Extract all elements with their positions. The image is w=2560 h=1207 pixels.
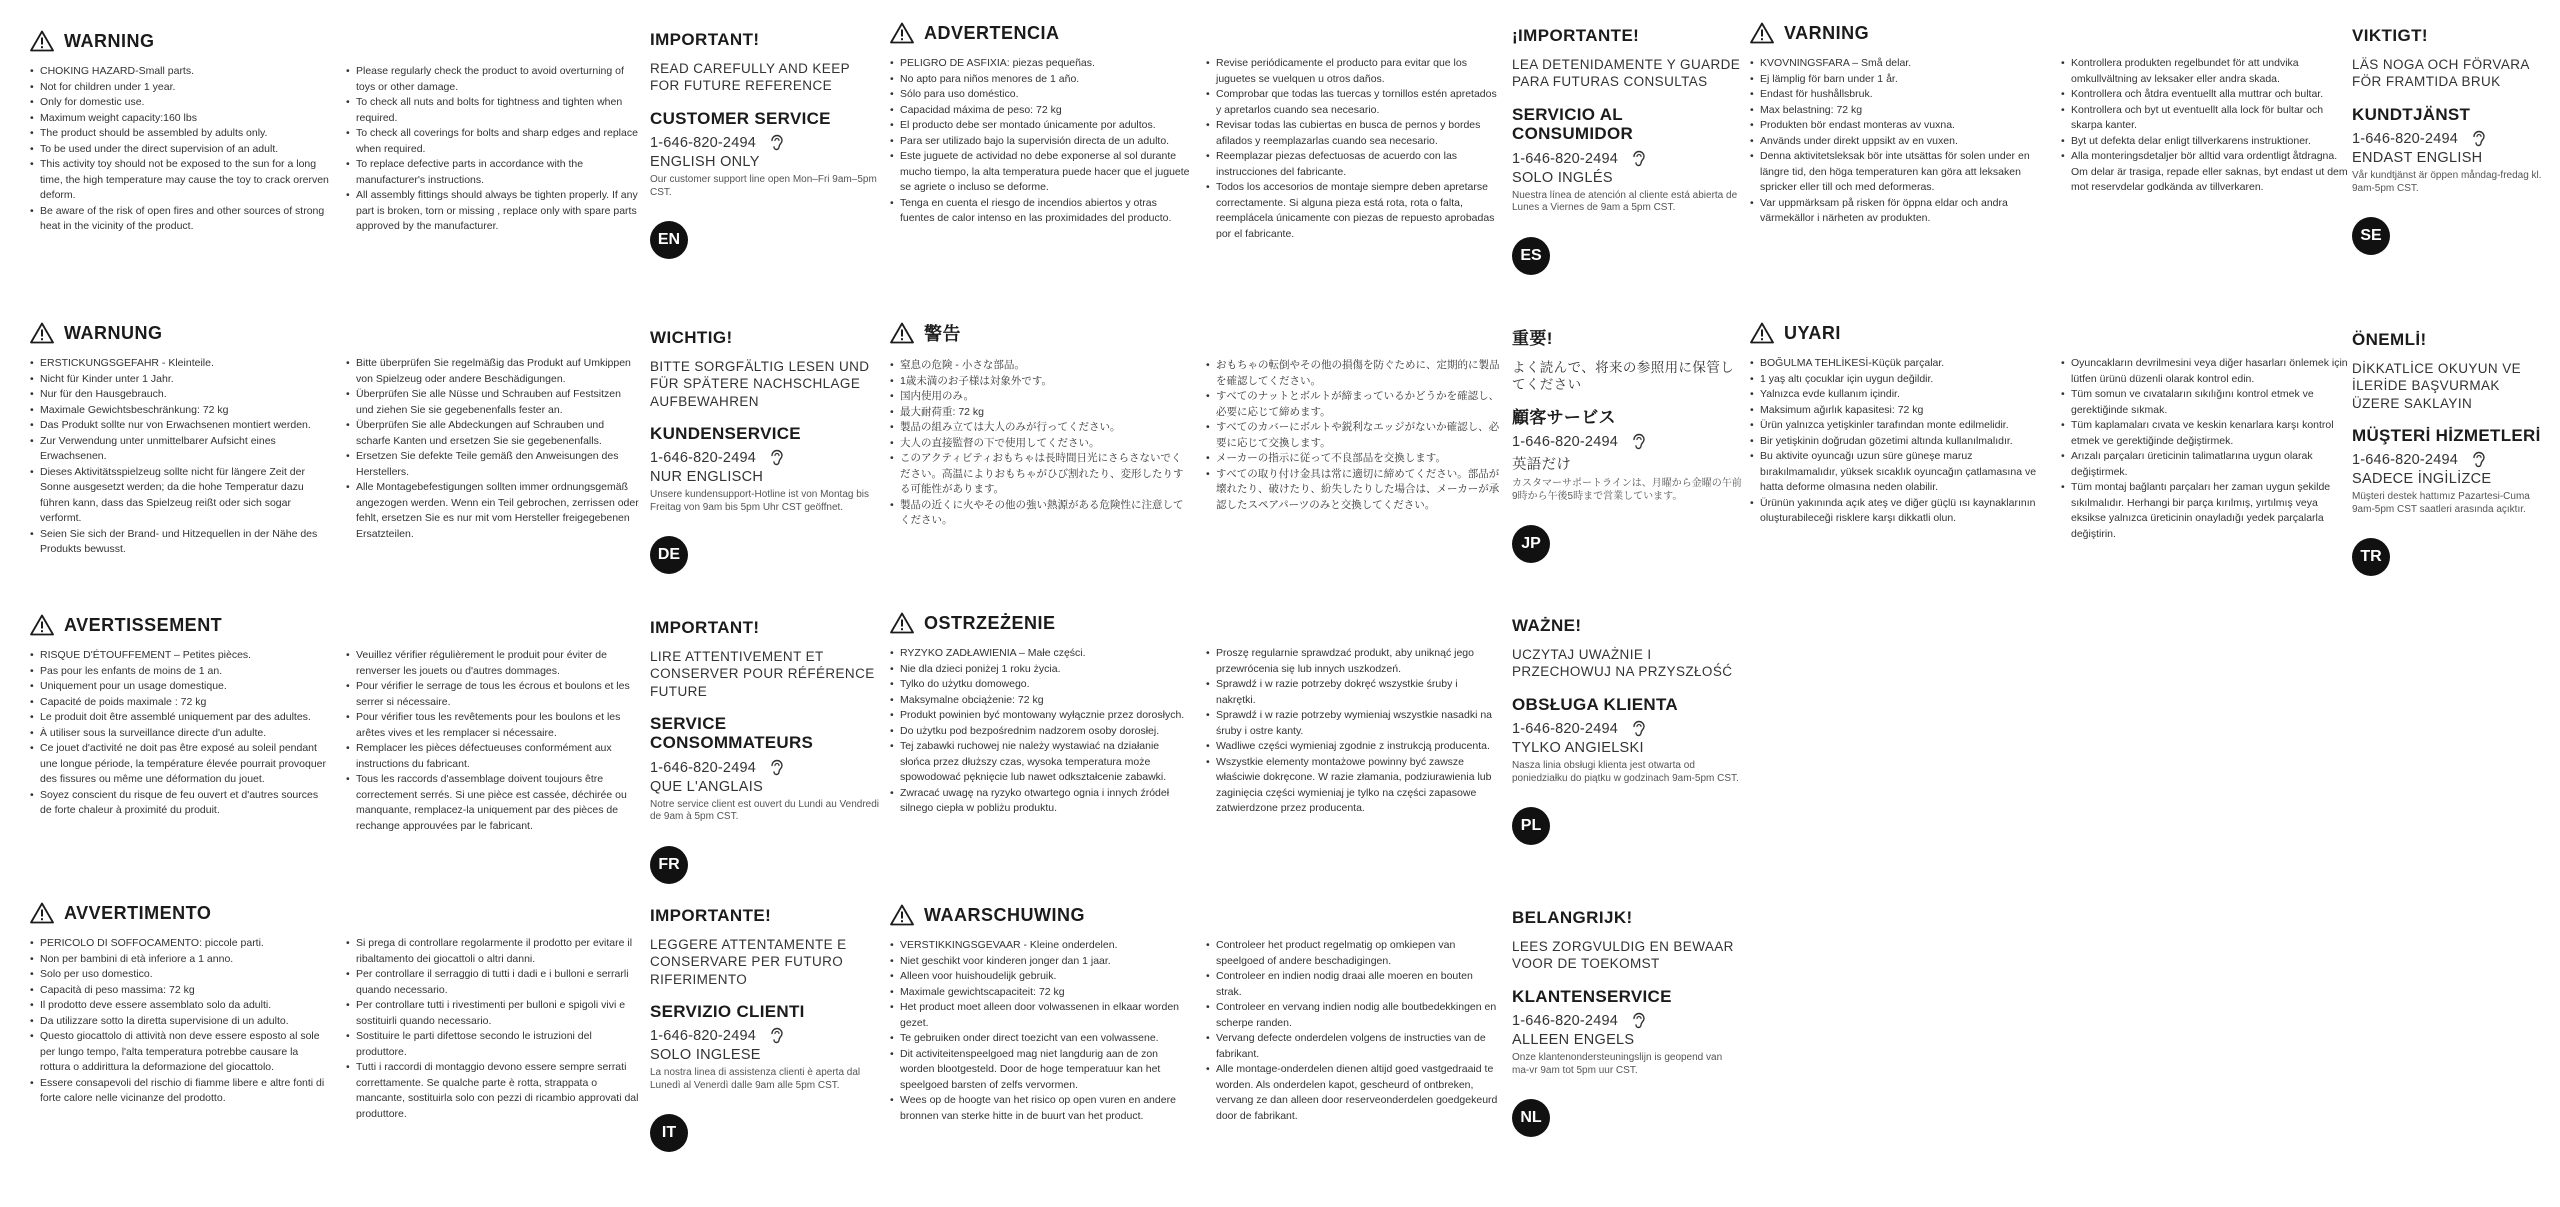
read-instruction: よく読んで、将来の参照用に保管してください [1512, 360, 1735, 393]
warning-item: • Yalnızca evde kullanım içindir. [1750, 387, 2045, 403]
warning-item: • Tej zabawki ruchowej nie należy wystawiać na działanie słońca przez dłuższy czas, wysoka temperatura może spowodować pęknięcie lub nawet odkształcenie zabawki. [890, 739, 1190, 786]
warning-item: • Maximale gewichtscapaciteit: 72 kg [890, 985, 1190, 1001]
care-item: • Tüm somun ve cıvataların sıkılığını kontrol etmek ve gerektiğinde sıkmak. [2061, 387, 2350, 418]
warning-title: ADVERTENCIA [924, 22, 1060, 43]
care-item: • Per controllare tutti i rivestimenti per bulloni e spigoli vivi e sostituirli quando necessario. [346, 998, 640, 1029]
warning-title: VARNING [1784, 22, 1870, 43]
warning-item: • Niet geschikt voor kinderen jonger dan 1 jaar. [890, 954, 1190, 970]
language-note: SOLO INGLÉS [1512, 169, 1613, 186]
section-tr-info [2352, 330, 2550, 576]
language-note: 英語だけ [1512, 457, 1572, 474]
customer-service-title: SERVICIO AL CONSUMIDOR [1512, 104, 1634, 144]
care-list [2061, 56, 2350, 227]
warning-list [1750, 356, 2045, 542]
care-item: • Per controllare il serraggio di tutti i dadi e i bulloni e serrarli quando necessario. [346, 967, 640, 998]
warning-item: • Ej lämplig för barn under 1 år. [1750, 72, 2045, 88]
care-list [1206, 938, 1500, 1124]
section-de-info [650, 328, 880, 574]
customer-service-title: SERVICE CONSOMMATEURS [650, 713, 814, 753]
support-hours: Vår kundtjänst är öppen måndag-fredag kl. 9am-5pm CST. [2352, 170, 2542, 194]
warning-item: • Nie dla dzieci poniżej 1 roku życia. [890, 662, 1190, 678]
care-item: • To check all coverings for bolts and sharp edges and replace when required. [346, 126, 640, 157]
warning-title: UYARI [1784, 322, 1841, 343]
warning-item: • Capacità di peso massima: 72 kg [30, 983, 330, 999]
language-note: ENDAST ENGLISH [2352, 150, 2483, 167]
language-note: SOLO INGLESE [650, 1047, 761, 1064]
care-item: • Revisar todas las cubiertas en busca de pernos y bordes afilados y reemplazarlas cuando sea necesario. [1206, 118, 1500, 149]
read-instruction: BITTE SORGFÄLTIG LESEN UND FÜR SPÄTERE NACHSCHLAGE AUFBEWAHREN [650, 359, 870, 409]
language-badge: ES [1512, 237, 1550, 275]
warning-item: • Capacidad máxima de peso: 72 kg [890, 103, 1190, 119]
read-instruction: LEGGERE ATTENTAMENTE E CONSERVARE PER FUTURO RIFERIMENTO [650, 937, 847, 987]
warning-item: • 国内使用のみ。 [890, 389, 1190, 405]
language-note: TYLKO ANGIELSKI [1512, 740, 1644, 757]
warning-item: • To be used under the direct supervision of an adult. [30, 142, 330, 158]
care-item: • To replace defective parts in accordance with the manufacturer's instructions. [346, 157, 640, 188]
care-item: • Tous les raccords d'assemblage doivent toujours être correctement serrés. Si une pièce est cassée, déchirée ou manquante, remplacez-la uniquement par des pièces de rechange approuvées par le fabricant. [346, 772, 640, 834]
warning-item: • Le produit doit être assemblé uniquement par des adultes. [30, 710, 330, 726]
care-list [346, 356, 640, 558]
important-heading: BELANGRIJK! [1512, 908, 1633, 927]
warning-item: • Solo per uso domestico. [30, 967, 330, 983]
warning-title: AVERTISSEMENT [64, 614, 223, 635]
phone-number: 1-646-820-2494 [650, 1028, 756, 1045]
warning-item: • Capacité de poids maximale : 72 kg [30, 695, 330, 711]
care-item: • Wadliwe części wymieniaj zgodnie z instrukcją producenta. [1206, 739, 1500, 755]
section-se-warning [1750, 22, 2350, 227]
warning-triangle-icon [1750, 22, 1774, 44]
care-item: • Tutti i raccordi di montaggio devono essere sempre serrati correttamente. Se qualche parte è rotta, strappata o mancante, sostituirla solo con pezzi di ricambio approvati dal produttore. [346, 1060, 640, 1122]
warning-item: • Används under direkt uppsikt av en vuxen. [1750, 134, 2045, 150]
warning-item: • Seien Sie sich der Brand- und Hitzequellen in der Nähe des Produkts bewusst. [30, 527, 330, 558]
care-item: • Kontrollera och byt ut eventuellt alla lock för bultar och skarpa kanter. [2061, 103, 2350, 134]
read-instruction: READ CAREFULLY AND KEEP FOR FUTURE REFERENCE [650, 61, 850, 94]
section-es-warning [890, 22, 1500, 242]
language-note: ALLEEN ENGELS [1512, 1032, 1635, 1049]
warning-triangle-icon [890, 612, 914, 634]
care-item: • Alla monteringsdetaljer bör alltid vara ordentligt åtdragna. Om delar är trasiga, repade eller saknas, byt endast ut dem mot reservdelar godkända av tillverkaren. [2061, 149, 2350, 196]
warning-item: • Not for children under 1 year. [30, 80, 330, 96]
warning-item: • Var uppmärksam på risken för öppna eldar och andra värmekällor i närheten av produkten. [1750, 196, 2045, 227]
warning-item: • Het product moet alleen door volwassenen in elkaar worden gezet. [890, 1000, 1190, 1031]
warning-item: • This activity toy should not be exposed to the sun for a long time, the high temperature may cause the toy to crack orerven deform. [30, 157, 330, 204]
warning-item: • No apto para niños menores de 1 año. [890, 72, 1190, 88]
phone-number: 1-646-820-2494 [650, 450, 756, 467]
warning-title: OSTRZEŻENIE [924, 612, 1056, 633]
language-badge: JP [1512, 525, 1550, 563]
care-item: • Tüm kaplamaları cıvata ve keskin kenarlara karşı kontrol etmek ve gerektiğinde değiştirmek. [2061, 418, 2350, 449]
care-item: • Kontrollera produkten regelbundet för att undvika omkullvältning av leksaker eller andra skada. [2061, 56, 2350, 87]
read-instruction: LIRE ATTENTIVEMENT ET CONSERVER POUR RÉFÉRENCE FUTURE [650, 649, 875, 699]
warning-item: • Pas pour les enfants de moins de 1 an. [30, 664, 330, 680]
care-item: • Pour vérifier tous les revêtements pour les boulons et les arêtes vives et les remplacer si nécessaire. [346, 710, 640, 741]
section-se-info [2352, 26, 2550, 255]
warning-item: • Soyez conscient du risque de feu ouvert et d'autres sources de forte chaleur à proximité du produit. [30, 788, 330, 819]
section-nl-warning [890, 904, 1500, 1124]
warning-item: • The product should be assembled by adults only. [30, 126, 330, 142]
language-badge: DE [650, 536, 688, 574]
hearing-icon [766, 757, 788, 779]
language-note: ENGLISH ONLY [650, 154, 760, 171]
section-en-warning [30, 30, 640, 235]
phone-number: 1-646-820-2494 [1512, 1013, 1618, 1030]
warning-item: • Max belastning: 72 kg [1750, 103, 2045, 119]
important-heading: VIKTIGT! [2352, 26, 2428, 45]
hearing-icon [1628, 1010, 1650, 1032]
care-item: • Vervang defecte onderdelen volgens de instructies van de fabrikant. [1206, 1031, 1500, 1062]
care-item: • Comprobar que todas las tuercas y tornillos estén apretados y apretarlos cuando sea necesario. [1206, 87, 1500, 118]
warning-item: • Endast för hushållsbruk. [1750, 87, 2045, 103]
warning-triangle-icon [890, 322, 914, 344]
warning-item: • Il prodotto deve essere assemblato solo da adulti. [30, 998, 330, 1014]
warning-item: • Produkt powinien być montowany wyłącznie przez dorosłych. [890, 708, 1190, 724]
warning-item: • Zur Verwendung unter unmittelbarer Aufsicht eines Erwachsenen. [30, 434, 330, 465]
warning-item: • このアクティビティおもちゃは長時間日光にさらさないでください。高温によりおもちゃがひび割れたり、変形したりする可能性があります。 [890, 451, 1190, 498]
language-badge: FR [650, 846, 688, 884]
care-item: • Controleer en vervang indien nodig alle boutbedekkingen en scherpe randen. [1206, 1000, 1500, 1031]
hearing-icon [766, 1025, 788, 1047]
care-item: • Sostituire le parti difettose secondo le istruzioni del produttore. [346, 1029, 640, 1060]
warning-item: • À utiliser sous la surveillance directe d'un adulte. [30, 726, 330, 742]
care-item: • To check all nuts and bolts for tightness and tighten when required. [346, 95, 640, 126]
hearing-icon [766, 132, 788, 154]
section-fr-info [650, 618, 880, 884]
language-badge: NL [1512, 1099, 1550, 1137]
read-instruction: LEA DETENIDAMENTE Y GUARDE PARA FUTURAS CONSULTAS [1512, 57, 1741, 90]
phone-number: 1-646-820-2494 [1512, 434, 1618, 451]
warning-item: • El producto debe ser montado únicamente por adultos. [890, 118, 1190, 134]
warning-item: • Uniquement pour un usage domestique. [30, 679, 330, 695]
warning-item: • 製品の組み立ては大人のみが行ってください。 [890, 420, 1190, 436]
warning-item: • Tenga en cuenta el riesgo de incendios abiertos y otras fuentes de calor intenso en las proximidades del producto. [890, 196, 1190, 227]
warning-list [30, 64, 330, 235]
warning-triangle-icon [30, 902, 54, 924]
care-list [1206, 646, 1500, 817]
care-item: • Reemplazar piezas defectuosas de acuerdo con las instrucciones del fabricante. [1206, 149, 1500, 180]
warning-triangle-icon [1750, 322, 1774, 344]
care-list [346, 64, 640, 235]
care-list [1206, 56, 1500, 242]
customer-service-title: KUNDENSERVICE [650, 423, 801, 443]
warning-item: • 製品の近くに火やその他の強い熱源がある危険性に注意してください。 [890, 498, 1190, 529]
care-item: • Sprawdź i w razie potrzeby dokręć wszystkie śruby i nakrętki. [1206, 677, 1500, 708]
language-note: QUE L'ANGLAIS [650, 778, 764, 795]
care-item: • すべての取り付け金具は常に適切に締めてください。部品が壊れたり、破けたり、紛失したりした場合は、メーカーが承認したスペアパーツのみと交換してください。 [1206, 467, 1500, 514]
language-badge: TR [2352, 538, 2390, 576]
read-instruction: DİKKATLİCE OKUYUN VE İLERİDE BAŞVURMAK ÜZERE SAKLAYIN [2352, 361, 2522, 411]
care-item: • Sprawdź i w razie potrzeby wymieniaj wszystkie nasadki na śruby i ostre kanty. [1206, 708, 1500, 739]
section-nl-info [1512, 908, 1742, 1137]
warning-item: • Do użytku pod bezpośrednim nadzorem osoby dorosłej. [890, 724, 1190, 740]
phone-number: 1-646-820-2494 [2352, 452, 2458, 469]
care-item: • Überprüfen Sie alle Abdeckungen auf Schrauben und scharfe Kanten und ersetzen Sie sie gegebenenfalls. [346, 418, 640, 449]
warning-item: • Dieses Aktivitätsspielzeug sollte nicht für längere Zeit der Sonne ausgesetzt werden; da die hohe Temperatur dazu führen kann, dass das Spielzeug reißt oder sich sogar verformt. [30, 465, 330, 527]
customer-service-title: SERVIZIO CLIENTI [650, 1001, 805, 1021]
section-jp-warning [890, 320, 1500, 529]
warning-item: • Ürün yalnızca yetişkinler tarafından monte edilmelidir. [1750, 418, 2045, 434]
important-heading: ¡IMPORTANTE! [1512, 26, 1640, 45]
important-heading: IMPORTANTE! [650, 906, 772, 925]
language-note: SADECE İNGİLİZCE [2352, 471, 2492, 488]
warning-item: • RYZYKO ZADŁAWIENIA – Małe części. [890, 646, 1190, 662]
warning-title: WARNUNG [64, 322, 163, 343]
care-list [1206, 358, 1500, 529]
support-hours: Unsere kundensupport-Hotline ist von Montag bis Freitag von 9am bis 5pm Uhr CST geöffnet. [650, 489, 870, 513]
phone-number: 1-646-820-2494 [650, 759, 756, 776]
care-item: • Bitte überprüfen Sie regelmäßig das Produkt auf Umkippen von Spielzeug oder andere Beschädigungen. [346, 356, 640, 387]
warning-item: • Sólo para uso doméstico. [890, 87, 1190, 103]
warning-item: • Ce jouet d'activité ne doit pas être exposé au soleil pendant une longue période, la température élevée pourrait provoquer des fissures ou même une déformation du jouet. [30, 741, 330, 788]
support-hours: Notre service client est ouvert du Lundi au Vendredi de 9am à 5pm CST. [650, 798, 880, 823]
warning-item: • Produkten bör endast monteras av vuxna. [1750, 118, 2045, 134]
warning-triangle-icon [30, 30, 54, 52]
warning-item: • Maksimum ağırlık kapasitesi: 72 kg [1750, 403, 2045, 419]
phone-number: 1-646-820-2494 [2352, 131, 2458, 148]
warning-item: • CHOKING HAZARD-Small parts. [30, 64, 330, 80]
care-item: • Tüm montaj bağlantı parçaları her zaman uygun şekilde sıkılmalıdır. Herhangi bir parça kırılmış, yırtılmış veya eksikse yalnızca üreticinin onayladığı yedek parçalarla değiştirin. [2061, 480, 2350, 542]
care-item: • Überprüfen Sie alle Nüsse und Schrauben auf Festsitzen und ziehen Sie sie gegebenenfalls fester an. [346, 387, 640, 418]
care-list [346, 936, 640, 1122]
warning-item: • Tylko do użytku domowego. [890, 677, 1190, 693]
care-item: • Proszę regularnie sprawdzać produkt, aby uniknąć jego przewrócenia się lub innych uszkodzeń. [1206, 646, 1500, 677]
warning-list [890, 56, 1190, 242]
warning-item: • Wees op de hoogte van het risico op open vuren en andere bronnen van sterke hitte in de buurt van het product. [890, 1093, 1190, 1124]
hearing-icon [766, 447, 788, 469]
warning-item: • Questo giocattolo di attività non deve essere esposto al sole per lungo tempo, l'alta temperatura potrebbe causare la rottura o addirittura la deformazione del giocattolo. [30, 1029, 330, 1076]
warning-triangle-icon [890, 904, 914, 926]
hearing-icon [1628, 718, 1650, 740]
warning-item: • Non per bambini di età inferiore a 1 anno. [30, 952, 330, 968]
support-hours: Müşteri destek hattımız Pazartesi-Cuma 9am-5pm CST saatleri arasında açıktır. [2352, 491, 2530, 515]
warning-item: • Para ser utilizado bajo la supervisión directa de un adulto. [890, 134, 1190, 150]
care-item: • Please regularly check the product to avoid overturning of toys or other damage. [346, 64, 640, 95]
section-de-warning [30, 322, 640, 558]
warning-item: • Bir yetişkinin doğrudan gözetimi altında kullanılmalıdır. [1750, 434, 2045, 450]
warning-item: • Te gebruiken onder direct toezicht van een volwassene. [890, 1031, 1190, 1047]
warning-item: • Essere consapevoli del rischio di fiamme libere e altre fonti di forte calore nelle vicinanze del prodotto. [30, 1076, 330, 1107]
care-item: • Arızalı parçaları üreticinin talimatlarına uygun olarak değiştirmek. [2061, 449, 2350, 480]
section-pl-info [1512, 616, 1742, 845]
hearing-icon [1628, 148, 1650, 170]
phone-number: 1-646-820-2494 [650, 135, 756, 152]
warning-title: WAARSCHUWING [924, 904, 1085, 925]
important-heading: ÖNEMLİ! [2352, 330, 2427, 349]
section-tr-warning [1750, 322, 2350, 542]
phone-number: 1-646-820-2494 [1512, 721, 1618, 738]
warning-item: • 窒息の危険 - 小さな部品。 [890, 358, 1190, 374]
customer-service-title: OBSŁUGA KLIENTA [1512, 694, 1678, 714]
warning-triangle-icon [30, 322, 54, 344]
care-item: • メーカーの指示に従って不良部品を交換します。 [1206, 451, 1500, 467]
warning-item: • 1 yaş altı çocuklar için uygun değildir. [1750, 372, 2045, 388]
support-hours: カスタマーサポートラインは、月曜から金曜の午前9時から午後5時まで営業しています。 [1512, 478, 1742, 502]
language-badge: PL [1512, 807, 1550, 845]
section-es-info [1512, 26, 1742, 275]
support-hours: La nostra linea di assistenza clienti è aperta dal Lunedì al Venerdì dalle 9am alle 5pm CST. [650, 1067, 861, 1091]
warning-item: • 大人の直接監督の下で使用してください。 [890, 436, 1190, 452]
warning-list [30, 648, 330, 834]
read-instruction: LÄS NOGA OCH FÖRVARA FÖR FRAMTIDA BRUK [2352, 57, 2530, 90]
section-it-warning [30, 902, 640, 1122]
language-badge: SE [2352, 217, 2390, 255]
warning-title: AVVERTIMENTO [64, 902, 212, 923]
warning-item: • KVOVNINGSFARA – Små delar. [1750, 56, 2045, 72]
warning-item: • Alleen voor huishoudelijk gebruik. [890, 969, 1190, 985]
warning-item: • Este juguete de actividad no debe exponerse al sol durante mucho tiempo, la alta temperatura puede hacer que el juguete se agriete o incluso se deforme. [890, 149, 1190, 196]
care-item: • Controleer het product regelmatig op omkiepen van speelgoed of andere beschadigingen. [1206, 938, 1500, 969]
warning-item: • Maximale Gewichtsbeschränkung: 72 kg [30, 403, 330, 419]
section-pl-warning [890, 612, 1500, 817]
warning-item: • Denna aktivitetsleksak bör inte utsättas för solen under en längre tid, den höga temperaturen kan göra att leksaken spricker eller till och med deformeras. [1750, 149, 2045, 196]
warning-item: • Ürünün yakınında açık ateş ve diğer güçlü ısı kaynaklarının oluşturabileceği risklere karşı dikkatli olun. [1750, 496, 2045, 527]
warning-list [890, 646, 1190, 817]
care-item: • Ersetzen Sie defekte Teile gemäß den Anweisungen des Herstellers. [346, 449, 640, 480]
care-item: • Alle montage-onderdelen dienen altijd goed vastgedraaid te worden. Als onderdelen kapot, gescheurd of ontbreken, vervang ze dan alleen door reserveonderdelen goedgekeurd door de fabrikant. [1206, 1062, 1500, 1124]
care-item: • All assembly fittings should always be tighten properly. If any part is broken, torn or missing , replace only with spare parts approved by the manufacturer. [346, 188, 640, 235]
warning-list [30, 356, 330, 558]
language-badge: EN [650, 221, 688, 259]
care-list [2061, 356, 2350, 542]
warning-item: • Maximum weight capacity:160 lbs [30, 111, 330, 127]
warning-list [30, 936, 330, 1122]
care-item: • Alle Montagebefestigungen sollten immer ordnungsgemäß angezogen werden. Wenn ein Teil gebrochen, zerrissen oder fehlt, ersetzen Sie es nur mit vom Hersteller freigegebenen Ersatzteilen. [346, 480, 640, 542]
warning-list [1750, 56, 2045, 227]
warning-item: • BOĞULMA TEHLİKESİ-Küçük parçalar. [1750, 356, 2045, 372]
section-jp-info [1512, 324, 1742, 563]
care-item: • Oyuncakların devrilmesini veya diğer hasarları önlemek için lütfen ürünü düzenli olarak kontrol edin. [2061, 356, 2350, 387]
customer-service-title: MÜŞTERİ HİZMETLERİ [2352, 425, 2541, 445]
warning-item: • Bu aktivite oyuncağı uzun süre güneşe maruz bırakılmamalıdır, yüksek sıcaklık oyuncağın çatlamasına ve hatta deforme olmasına neden olabilir. [1750, 449, 2045, 496]
care-item: • すべてのナットとボルトが締まっているかどうかを確認し、必要に応じて締めます。 [1206, 389, 1500, 420]
section-en-info [650, 30, 880, 259]
care-item: • Pour vérifier le serrage de tous les écrous et boulons et les serrer si nécessaire. [346, 679, 640, 710]
section-it-info [650, 906, 880, 1152]
warning-item: • Only for domestic use. [30, 95, 330, 111]
hearing-icon [2468, 449, 2490, 471]
support-hours: Our customer support line open Mon–Fri 9am–5pm CST. [650, 174, 877, 198]
warning-item: • Be aware of the risk of open fires and other sources of strong heat in the vicinity of the product. [30, 204, 330, 235]
read-instruction: LEES ZORGVULDIG EN BEWAAR VOOR DE TOEKOMST [1512, 939, 1734, 972]
warning-item: • RISQUE D'ÉTOUFFEMENT – Petites pièces. [30, 648, 330, 664]
customer-service-title: 顧客サービス [1512, 407, 1616, 427]
care-item: • Veuillez vérifier régulièrement le produit pour éviter de renverser les jouets ou d'autres dommages. [346, 648, 640, 679]
care-item: • Wszystkie elementy montażowe powinny być zawsze właściwie dokręcone. W razie złamania, podziurawienia lub zaginięcia części wymieniaj je tylko na części zapasowe zatwierdzone przez producenta. [1206, 755, 1500, 817]
warning-item: • 1歳未満のお子様は対象外です。 [890, 374, 1190, 390]
warning-item: • Maksymalne obciążenie: 72 kg [890, 693, 1190, 709]
read-instruction: UCZYTAJ UWAŻNIE I PRZECHOWUJ NA PRZYSZŁOŚĆ [1512, 647, 1733, 680]
customer-service-title: KLANTENSERVICE [1512, 986, 1672, 1006]
warning-list [890, 938, 1190, 1124]
warning-triangle-icon [890, 22, 914, 44]
care-item: • Controleer en indien nodig draai alle moeren en bouten strak. [1206, 969, 1500, 1000]
hearing-icon [2468, 128, 2490, 150]
important-heading: WAŻNE! [1512, 616, 1582, 635]
support-hours: Onze klantenondersteuningslijn is geopend van ma-vr 9am tot 5pm uur CST. [1512, 1052, 1723, 1076]
important-heading: IMPORTANT! [650, 618, 760, 637]
care-item: • Remplacer les pièces défectueuses conformément aux instructions du fabricant. [346, 741, 640, 772]
important-heading: WICHTIG! [650, 328, 733, 347]
warning-item: • Nur für den Hausgebrauch. [30, 387, 330, 403]
warning-item: • Dit activiteitenspeelgoed mag niet langdurig aan de zon worden blootgesteld. Door de hoge temperatuur kan het speelgoed barsten of zelfs vervormen. [890, 1047, 1190, 1094]
language-note: NUR ENGLISCH [650, 469, 764, 486]
care-list [346, 648, 640, 834]
warning-item: • ERSTICKUNGSGEFAHR - Kleinteile. [30, 356, 330, 372]
warning-item: • PELIGRO DE ASFIXIA: piezas pequeñas. [890, 56, 1190, 72]
warning-item: • Da utilizzare sotto la diretta supervisione di un adulto. [30, 1014, 330, 1030]
care-item: • おもちゃの転倒やその他の損傷を防ぐために、定期的に製品を確認してください。 [1206, 358, 1500, 389]
section-fr-warning [30, 614, 640, 834]
customer-service-title: CUSTOMER SERVICE [650, 108, 831, 128]
support-hours: Nasza linia obsługi klienta jest otwarta od poniedziałku do piątku w godzinach 9am-5pm CST. [1512, 760, 1739, 784]
warning-item: • Zwracać uwagę na ryzyko otwartego ognia i innych źródeł silnego ciepła w pobliżu produktu. [890, 786, 1190, 817]
warning-list [890, 358, 1190, 529]
language-badge: IT [650, 1114, 688, 1152]
care-item: • すべてのカバーにボルトや鋭利なエッジがないか確認し、必要に応じて交換します。 [1206, 420, 1500, 451]
care-item: • Byt ut defekta delar enligt tillverkarens instruktioner. [2061, 134, 2350, 150]
important-heading: IMPORTANT! [650, 30, 760, 49]
care-item: • Kontrollera och åtdra eventuellt alla muttrar och bultar. [2061, 87, 2350, 103]
important-heading: 重要! [1512, 329, 1553, 348]
phone-number: 1-646-820-2494 [1512, 150, 1618, 167]
warning-item: • PERICOLO DI SOFFOCAMENTO: piccole parti. [30, 936, 330, 952]
care-item: • Revise periódicamente el producto para evitar que los juguetes se vuelquen u otros daños. [1206, 56, 1500, 87]
warning-triangle-icon [30, 614, 54, 636]
warning-item: • VERSTIKKINGSGEVAAR - Kleine onderdelen. [890, 938, 1190, 954]
customer-service-title: KUNDTJÄNST [2352, 104, 2471, 124]
warning-title: WARNING [64, 30, 155, 51]
care-item: • Si prega di controllare regolarmente il prodotto per evitare il ribaltamento dei giocattoli o altri danni. [346, 936, 640, 967]
warning-item: • Nicht für Kinder unter 1 Jahr. [30, 372, 330, 388]
warning-item: • 最大耐荷重: 72 kg [890, 405, 1190, 421]
hearing-icon [1628, 431, 1650, 453]
support-hours: Nuestra línea de atención al cliente está abierta de Lunes a Viernes de 9am a 5pm CST. [1512, 189, 1738, 214]
warning-item: • Das Produkt sollte nur von Erwachsenen montiert werden. [30, 418, 330, 434]
care-item: • Todos los accesorios de montaje siempre deben apretarse correctamente. Si alguna pieza está rota, rota o falta, reemplácela únicamente con piezas de repuesto aprobadas por el fabricante. [1206, 180, 1500, 242]
warning-title: 警告 [924, 324, 961, 344]
